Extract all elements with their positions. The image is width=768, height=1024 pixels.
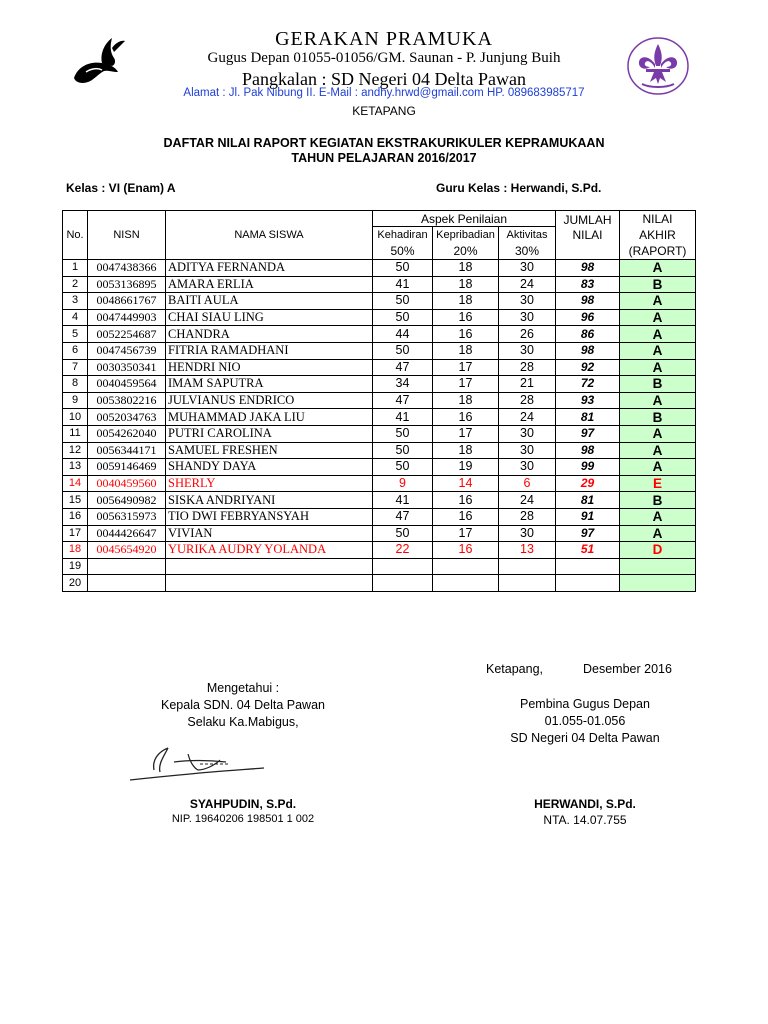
cell-nama: CHAI SIAU LING [166, 309, 373, 326]
cell-no: 17 [63, 525, 88, 542]
cell-kepribadian: 16 [433, 409, 499, 426]
header-jumlah [556, 211, 620, 260]
cell-nama: BAITI AULA [166, 293, 373, 310]
cell-nama [166, 558, 373, 575]
cell-kehadiran: 50 [373, 459, 433, 476]
cell-nilai-akhir: A [620, 392, 696, 409]
city-label: KETAPANG [352, 104, 416, 118]
cell-jumlah: 97 [556, 525, 620, 542]
table-row [63, 475, 696, 492]
cell-kehadiran: 50 [373, 293, 433, 310]
cell-no: 10 [63, 409, 88, 426]
table-row [63, 409, 696, 426]
principal-block [118, 680, 368, 731]
cell-nisn: 0052034763 [88, 409, 166, 426]
cell-kepribadian: 18 [433, 276, 499, 293]
cell-nama: FITRIA RAMADHANI [166, 342, 373, 359]
table-row [63, 425, 696, 442]
cell-nilai-akhir: B [620, 492, 696, 509]
table-row [63, 293, 696, 310]
cell-no: 8 [63, 376, 88, 393]
class-label: Kelas : VI (Enam) A [66, 181, 176, 195]
cell-aktivitas: 26 [499, 326, 556, 343]
gugus-number: 01.055-01.056 [544, 714, 626, 728]
cell-aktivitas: 21 [499, 376, 556, 393]
cell-jumlah: 93 [556, 392, 620, 409]
table-row [63, 376, 696, 393]
cell-aktivitas: 28 [499, 359, 556, 376]
cell-aktivitas: 24 [499, 409, 556, 426]
cell-no: 16 [63, 508, 88, 525]
principal-role: Selaku Ka.Mabigus, [187, 715, 299, 729]
header-jumlah-line1: JUMLAH [563, 213, 612, 227]
cell-nama: SAMUEL FRESHEN [166, 442, 373, 459]
cell-aktivitas: 24 [499, 276, 556, 293]
cell-kepribadian: 19 [433, 459, 499, 476]
table-row [63, 309, 696, 326]
table-row [63, 260, 696, 277]
cell-aktivitas: 30 [499, 309, 556, 326]
cell-nama: SHANDY DAYA [166, 459, 373, 476]
header-kepribadian: Kepribadian [433, 227, 499, 244]
header-no: No. [63, 211, 88, 260]
table-row [63, 542, 696, 559]
cell-nama: MUHAMMAD JAKA LIU [166, 409, 373, 426]
cell-nama: PUTRI CAROLINA [166, 425, 373, 442]
cell-jumlah: 81 [556, 492, 620, 509]
cell-jumlah [556, 558, 620, 575]
cell-jumlah: 98 [556, 342, 620, 359]
cell-nilai-akhir: B [620, 276, 696, 293]
table-row [63, 575, 696, 592]
cell-no: 6 [63, 342, 88, 359]
cell-no: 15 [63, 492, 88, 509]
cell-nilai-akhir: A [620, 293, 696, 310]
cell-aktivitas: 28 [499, 392, 556, 409]
cell-nilai-akhir: B [620, 376, 696, 393]
grade-rows [63, 260, 696, 592]
cell-aktivitas: 30 [499, 293, 556, 310]
cell-no: 1 [63, 260, 88, 277]
school-name: SD Negeri 04 Delta Pawan [510, 731, 660, 745]
teacher-label: Guru Kelas : Herwandi, S.Pd. [436, 181, 602, 195]
cell-kehadiran: 47 [373, 508, 433, 525]
cell-jumlah: 72 [556, 376, 620, 393]
cell-no: 19 [63, 558, 88, 575]
header-kehadiran-pct: 50% [373, 244, 433, 260]
cell-nisn [88, 558, 166, 575]
header-aspek: Aspek Penilaian [373, 211, 556, 227]
cell-jumlah: 92 [556, 359, 620, 376]
cell-nilai-akhir: D [620, 542, 696, 559]
cell-kepribadian: 16 [433, 542, 499, 559]
cell-jumlah: 98 [556, 442, 620, 459]
cell-kehadiran: 47 [373, 392, 433, 409]
cell-nilai-akhir [620, 558, 696, 575]
cell-kehadiran: 9 [373, 475, 433, 492]
cell-kehadiran: 50 [373, 342, 433, 359]
cell-nama: SHERLY [166, 475, 373, 492]
header-nama: NAMA SISWA [166, 211, 373, 260]
cell-nama: SISKA ANDRIYANI [166, 492, 373, 509]
cell-nisn: 0040459564 [88, 376, 166, 393]
cell-kepribadian: 16 [433, 508, 499, 525]
cell-jumlah: 99 [556, 459, 620, 476]
cell-aktivitas [499, 558, 556, 575]
cell-nilai-akhir: A [620, 525, 696, 542]
cell-aktivitas: 6 [499, 475, 556, 492]
table-row [63, 558, 696, 575]
cell-aktivitas: 30 [499, 442, 556, 459]
document-title: DAFTAR NILAI RAPORT KEGIATAN EKSTRAKURIKULER KEPRAMUKAAN [163, 136, 605, 150]
cell-jumlah: 98 [556, 293, 620, 310]
cell-no: 9 [63, 392, 88, 409]
cell-kepribadian: 17 [433, 525, 499, 542]
cell-nisn: 0059146469 [88, 459, 166, 476]
cell-jumlah: 51 [556, 542, 620, 559]
header-kepribadian-pct: 20% [433, 244, 499, 260]
cell-aktivitas: 30 [499, 425, 556, 442]
cell-aktivitas: 28 [499, 508, 556, 525]
cell-kepribadian: 14 [433, 475, 499, 492]
cell-nisn: 0056315973 [88, 508, 166, 525]
cell-nama: CHANDRA [166, 326, 373, 343]
header-nisn: NISN [88, 211, 166, 260]
address-line: Alamat : Jl. Pak Nibung II. E-Mail : andhy.hrwd@gmail.com HP. 089683985717 [183, 87, 585, 99]
cell-nilai-akhir: A [620, 359, 696, 376]
cell-nama: YURIKA AUDRY YOLANDA [166, 542, 373, 559]
header-akhir-line3: (RAPORT) [628, 244, 687, 258]
cell-jumlah: 86 [556, 326, 620, 343]
cell-jumlah [556, 575, 620, 592]
cell-nama [166, 575, 373, 592]
table-row [63, 492, 696, 509]
cell-aktivitas: 24 [499, 492, 556, 509]
principal-name: SYAHPUDIN, S.Pd. [189, 797, 297, 811]
cell-nama: JULVIANUS ENDRICO [166, 392, 373, 409]
cell-nisn: 0052254687 [88, 326, 166, 343]
cell-nisn: 0054262040 [88, 425, 166, 442]
cell-no: 7 [63, 359, 88, 376]
header-akhir-line2: AKHIR [639, 228, 676, 242]
cell-kepribadian: 16 [433, 309, 499, 326]
cell-kepribadian: 16 [433, 326, 499, 343]
table-row [63, 459, 696, 476]
cell-kehadiran: 50 [373, 309, 433, 326]
cell-kepribadian: 18 [433, 442, 499, 459]
cell-nisn: 0045654920 [88, 542, 166, 559]
cell-nisn [88, 575, 166, 592]
cell-kepribadian: 17 [433, 376, 499, 393]
cell-no: 3 [63, 293, 88, 310]
cell-kepribadian: 16 [433, 492, 499, 509]
cell-kehadiran: 44 [373, 326, 433, 343]
academic-year: TAHUN PELAJARAN 2016/2017 [291, 151, 477, 165]
cell-no: 14 [63, 475, 88, 492]
cell-nisn: 0056344171 [88, 442, 166, 459]
cell-jumlah: 91 [556, 508, 620, 525]
cell-kepribadian: 17 [433, 359, 499, 376]
cell-no: 5 [63, 326, 88, 343]
header-nilai-akhir [620, 211, 696, 260]
cell-nisn: 0048661767 [88, 293, 166, 310]
cell-kehadiran: 41 [373, 492, 433, 509]
cell-kehadiran: 41 [373, 276, 433, 293]
cell-no: 4 [63, 309, 88, 326]
table-row [63, 508, 696, 525]
cell-nilai-akhir: A [620, 425, 696, 442]
pembina-nta: NTA. 14.07.755 [543, 813, 627, 827]
cell-nilai-akhir [620, 575, 696, 592]
cell-nisn: 0047449903 [88, 309, 166, 326]
cell-nama: ADITYA FERNANDA [166, 260, 373, 277]
cell-jumlah: 81 [556, 409, 620, 426]
cell-kepribadian: 18 [433, 342, 499, 359]
table-row [63, 326, 696, 343]
table-row [63, 392, 696, 409]
cell-no: 13 [63, 459, 88, 476]
cell-nisn: 0053136895 [88, 276, 166, 293]
cell-aktivitas: 30 [499, 459, 556, 476]
cell-nilai-akhir: E [620, 475, 696, 492]
cell-kehadiran [373, 558, 433, 575]
cell-nama: VIVIAN [166, 525, 373, 542]
header-kehadiran: Kehadiran [373, 227, 433, 244]
cell-aktivitas: 30 [499, 342, 556, 359]
pembina-title: Pembina Gugus Depan [520, 697, 650, 711]
cell-no: 11 [63, 425, 88, 442]
cell-nisn: 0040459560 [88, 475, 166, 492]
cell-jumlah: 98 [556, 260, 620, 277]
gugus-depan-line: Gugus Depan 01055-01056/GM. Saunan - P. Junjung Buih [207, 50, 561, 66]
principal-title: Kepala SDN. 04 Delta Pawan [161, 698, 325, 712]
cell-nilai-akhir: A [620, 260, 696, 277]
cell-jumlah: 29 [556, 475, 620, 492]
header-aktivitas-pct: 30% [499, 244, 556, 260]
cell-nama: HENDRI NIO [166, 359, 373, 376]
table-row [63, 442, 696, 459]
cell-kepribadian [433, 558, 499, 575]
pembina-name: HERWANDI, S.Pd. [534, 797, 636, 811]
cell-kepribadian [433, 575, 499, 592]
cell-kehadiran: 47 [373, 359, 433, 376]
pembina-block [450, 696, 720, 747]
cell-nilai-akhir: A [620, 342, 696, 359]
cell-no: 12 [63, 442, 88, 459]
cell-nilai-akhir: A [620, 459, 696, 476]
cell-nisn: 0056490982 [88, 492, 166, 509]
organization-name: GERAKAN PRAMUKA [275, 28, 493, 50]
cell-kehadiran: 50 [373, 260, 433, 277]
header-jumlah-line2: NILAI [572, 228, 603, 242]
cell-kehadiran: 50 [373, 525, 433, 542]
table-row [63, 276, 696, 293]
principal-nip: NIP. 19640206 198501 1 002 [171, 813, 315, 825]
date-month: Desember 2016 [583, 662, 672, 676]
pangkalan-line: Pangkalan : SD Negeri 04 Delta Pawan [242, 69, 526, 89]
cell-kepribadian: 18 [433, 392, 499, 409]
cell-aktivitas [499, 575, 556, 592]
header-aktivitas: Aktivitas [499, 227, 556, 244]
cell-nama: IMAM SAPUTRA [166, 376, 373, 393]
cell-nisn: 0047438366 [88, 260, 166, 277]
mengetahui-label: Mengetahui : [206, 681, 280, 695]
cell-nisn: 0047456739 [88, 342, 166, 359]
cell-kepribadian: 18 [433, 293, 499, 310]
cell-aktivitas: 13 [499, 542, 556, 559]
cell-nilai-akhir: A [620, 326, 696, 343]
cell-nisn: 0044426647 [88, 525, 166, 542]
cell-nisn: 0053802216 [88, 392, 166, 409]
cell-jumlah: 96 [556, 309, 620, 326]
cell-nama: AMARA ERLIA [166, 276, 373, 293]
cell-kepribadian: 18 [433, 260, 499, 277]
cell-no: 18 [63, 542, 88, 559]
cell-kehadiran: 50 [373, 425, 433, 442]
cell-aktivitas: 30 [499, 260, 556, 277]
table-row [63, 359, 696, 376]
cell-kepribadian: 17 [433, 425, 499, 442]
cell-kehadiran: 22 [373, 542, 433, 559]
cell-nilai-akhir: A [620, 442, 696, 459]
cell-nilai-akhir: A [620, 508, 696, 525]
cell-nilai-akhir: A [620, 309, 696, 326]
table-row [63, 342, 696, 359]
cell-jumlah: 83 [556, 276, 620, 293]
cell-jumlah: 97 [556, 425, 620, 442]
grades-table [62, 210, 696, 592]
cell-nisn: 0030350341 [88, 359, 166, 376]
cell-kehadiran: 50 [373, 442, 433, 459]
date-place: Ketapang, [486, 662, 543, 676]
cell-kehadiran: 41 [373, 409, 433, 426]
table-row [63, 525, 696, 542]
cell-no: 20 [63, 575, 88, 592]
cell-no: 2 [63, 276, 88, 293]
cell-kehadiran [373, 575, 433, 592]
handwritten-signature [128, 740, 268, 790]
header-akhir-line1: NILAI [642, 212, 673, 226]
cell-kehadiran: 34 [373, 376, 433, 393]
cell-nama: TIO DWI FEBRYANSYAH [166, 508, 373, 525]
cell-aktivitas: 30 [499, 525, 556, 542]
cell-nilai-akhir: B [620, 409, 696, 426]
